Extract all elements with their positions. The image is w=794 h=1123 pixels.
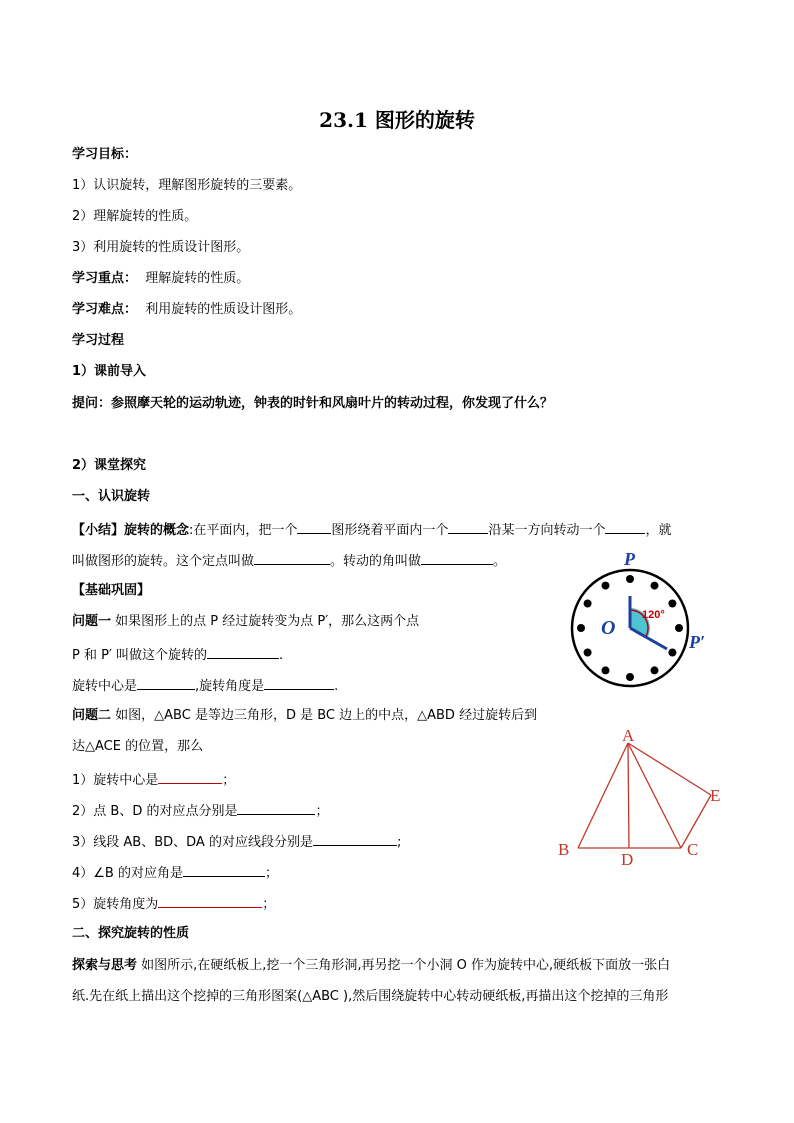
summary-tag: 【小结】: [72, 523, 125, 538]
hour-dot: [626, 575, 634, 583]
q1-line2: [72, 645, 283, 665]
q2-item: [72, 894, 275, 914]
text: 3）线段 AB、BD、DA 的对应线段分别是: [72, 835, 313, 850]
text: ;: [396, 835, 402, 850]
label-p-prime: P′: [689, 632, 706, 652]
clock-diagram: [560, 548, 720, 693]
text: 。转动的角叫做: [330, 554, 422, 569]
hour-dot: [668, 649, 676, 657]
hour-dot: [577, 624, 585, 632]
text: 如图，△ABC 是等边三角形，D 是 BC 边上的中点，△ABD 经过旋转后到: [111, 708, 538, 723]
q2-item: [72, 770, 235, 790]
goal-item: 1）认识旋转，理解图形旋转的三要素。: [72, 178, 302, 193]
part-title: 二、探究旋转的性质: [72, 926, 190, 941]
label-p: P: [624, 549, 635, 569]
hour-dot: [626, 673, 634, 681]
q1-line1: [72, 613, 419, 631]
edge-ac: [628, 743, 681, 848]
explore-line1: [72, 957, 670, 975]
hour-dot: [675, 624, 683, 632]
summary-line2: [72, 551, 506, 571]
hour-dot: [584, 600, 592, 608]
explore-line2: 纸.先在纸上描出这个挖掉的三角形图案(△ABC ),然后围绕旋转中心转动硬纸板,再描出这个挖掉的三角形: [72, 989, 669, 1004]
answer-blank[interactable]: [237, 801, 315, 815]
answer-blank[interactable]: [605, 520, 645, 534]
text: 图形绕着平面内一个: [331, 523, 449, 538]
hour-dot: [651, 666, 659, 674]
text: ,旋转角度是: [195, 679, 265, 694]
difficult-text: 利用旋转的性质设计图形。: [145, 302, 302, 317]
explore-label: 探索与思考: [72, 958, 138, 973]
text: 旋转中心是: [72, 679, 138, 694]
angle-label: 120°: [642, 609, 665, 621]
basic-heading: 【基础巩固】: [72, 583, 151, 598]
label-b: B: [558, 840, 570, 859]
edge-ad: [628, 743, 629, 848]
text: 如果图形上的点 P 经过旋转变为点 P′，那么这两个点: [111, 614, 420, 629]
section-heading: 1）课前导入: [72, 364, 147, 379]
hour-dot: [668, 600, 676, 608]
answer-blank[interactable]: [421, 551, 493, 565]
label-a: A: [622, 726, 635, 745]
difficult-label: 学习难点：: [72, 302, 138, 317]
q2-line2: 达△ACE 的位置，那么: [72, 739, 204, 754]
q2-line1: [72, 707, 537, 725]
text: 5）旋转角度为: [72, 897, 159, 912]
answer-blank[interactable]: [448, 520, 488, 534]
answer-blank[interactable]: [137, 676, 195, 690]
answer-blank[interactable]: [313, 832, 397, 846]
answer-blank[interactable]: [254, 551, 330, 565]
q1-label: 问题一: [72, 614, 112, 629]
answer-blank[interactable]: [158, 770, 222, 784]
text: 2）点 B、D 的对应点分别是: [72, 804, 238, 819]
answer-blank[interactable]: [158, 894, 262, 908]
text: .: [279, 648, 284, 663]
label-c: C: [687, 840, 699, 859]
text: P 和 P′ 叫做这个旋转的: [72, 648, 208, 663]
text: 。: [493, 554, 507, 569]
key-label: 学习重点：: [72, 271, 138, 286]
answer-blank[interactable]: [264, 676, 334, 690]
concept-label: 旋转的概念: [124, 523, 190, 538]
text: 如图所示,在硬纸板上,挖一个三角形洞,再另挖一个小洞 O 作为旋转中心,硬纸板下面放一张白: [137, 958, 671, 973]
key-point: [72, 270, 249, 288]
q1-line3: [72, 676, 338, 696]
section-heading: 2）课堂探究: [72, 458, 147, 473]
text: 4）∠B 的对应角是: [72, 866, 183, 881]
edge-ab: [578, 743, 628, 848]
hour-dot: [602, 582, 610, 590]
label-d: D: [621, 850, 634, 869]
text: ；: [222, 773, 236, 788]
page-title: 23.1 图形的旋转: [319, 108, 475, 132]
text: ；: [264, 866, 278, 881]
question: 提问：参照摩天轮的运动轨迹，钟表的时针和风扇叶片的转动过程，你发现了什么？: [72, 396, 554, 411]
hour-dot: [584, 649, 592, 657]
text: ；: [315, 804, 329, 819]
hour-dot: [651, 582, 659, 590]
goals-label: 学习目标：: [72, 147, 138, 162]
label-e: E: [710, 786, 721, 805]
answer-blank[interactable]: [297, 520, 331, 534]
text: .: [334, 679, 339, 694]
answer-blank[interactable]: [183, 863, 265, 877]
q2-label: 问题二: [72, 708, 112, 723]
difficult-point: [72, 301, 301, 319]
text: 沿某一方向转动一个: [488, 523, 606, 538]
text: 叫做图形的旋转。这个定点叫做: [72, 554, 255, 569]
text: 1）旋转中心是: [72, 773, 159, 788]
triangle-diagram: [550, 725, 730, 875]
key-text: 理解旋转的性质。: [145, 271, 250, 286]
q2-item: [72, 801, 328, 821]
goal-item: 2）理解旋转的性质。: [72, 209, 198, 224]
text: ；: [262, 897, 276, 912]
process-label: 学习过程: [72, 333, 125, 348]
summary-line1: [72, 520, 671, 540]
goal-item: 3）利用旋转的性质设计图形。: [72, 240, 250, 255]
part-title: 一、认识旋转: [72, 489, 151, 504]
answer-blank[interactable]: [207, 645, 279, 659]
q2-item: [72, 863, 278, 883]
text: ，就: [645, 523, 672, 538]
text: :在平面内，把一个: [189, 523, 298, 538]
label-o: O: [601, 617, 616, 639]
q2-item: [72, 832, 401, 852]
hour-dot: [602, 666, 610, 674]
